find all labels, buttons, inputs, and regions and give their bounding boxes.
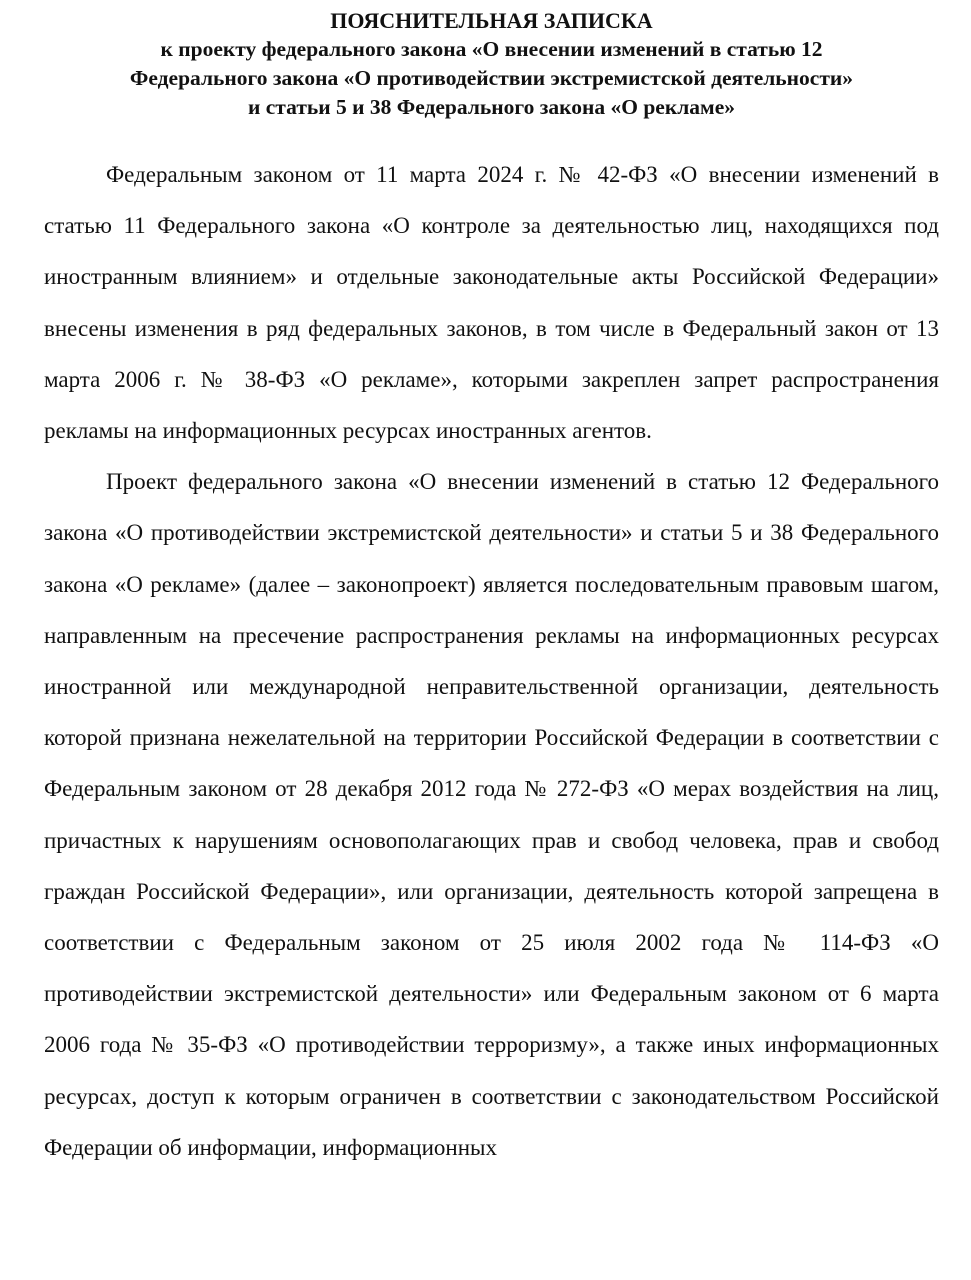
- document-subtitle-line: Федерального закона «О противодействии экстремистской деятельности»: [129, 66, 854, 90]
- document-header: [44, 6, 939, 122]
- document-subtitle-line: и статьи 5 и 38 Федерального закона «О рекламе»: [248, 95, 735, 119]
- document-body: [44, 149, 939, 1173]
- body-paragraph: Федеральным законом от 11 марта 2024 г. № 42-ФЗ «О внесении изменений в статью 11 Федерального закона «О контроле за деятельностью лиц, находящихся под иностранным влиянием» и отдельные законодательные акты Российской Федерации» внесены изменения в ряд федеральных законов, в том числе в Федеральный закон от 13 марта 2006 г. № 38-ФЗ «О рекламе», которыми закреплен запрет распространения рекламы на информационных ресурсах иностранных агентов.: [44, 162, 939, 444]
- document-title: ПОЯСНИТЕЛЬНАЯ ЗАПИСКА: [330, 8, 653, 33]
- document-subtitle-line: к проекту федерального закона «О внесении изменений в статью 12: [160, 37, 823, 61]
- body-paragraph: Проект федерального закона «О внесении изменений в статью 12 Федерального закона «О противодействии экстремистской деятельности» и статьи 5 и 38 Федерального закона «О рекламе» (далее – законопроект) является последовательным правовым шагом, направленным на пресечение распространения рекламы на информационных ресурсах иностранной или международной неправительственной организации, деятельность которой признана нежелательной на территории Российской Федерации в соответствии с Федеральным законом от 28 декабря 2012 года № 272-ФЗ «О мерах воздействия на лиц, причастных к нарушениям основополагающих прав и свобод человека, прав и свобод граждан Российской Федерации», или организации, деятельность которой запрещена в соответствии с Федеральным законом от 25 июля 2002 года № 114-ФЗ «О противодействии экстремистской деятельности» или Федеральным законом от 6 марта 2006 года № 35-ФЗ «О противодействии терроризму», а также иных информационных ресурсах, доступ к которым ограничен в соответствии с законодательством Российской Федерации об информации, информационных: [44, 469, 939, 1160]
